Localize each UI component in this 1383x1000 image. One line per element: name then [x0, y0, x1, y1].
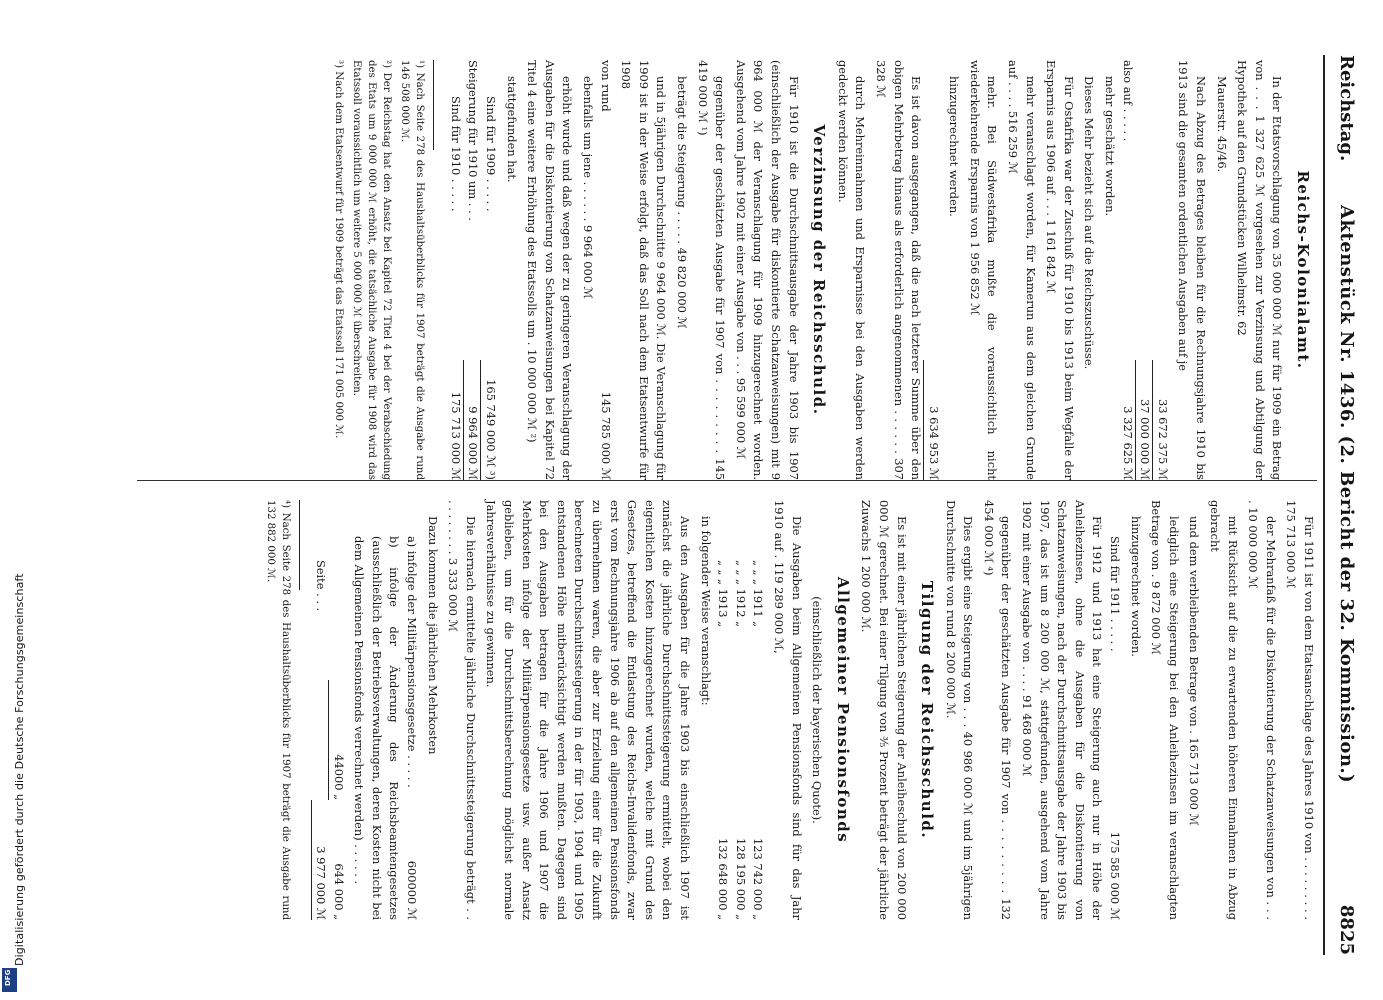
paragraph: Die hiernach ermittelte jährliche Durchschnittssteigerung beträgt . . . . . . . . . . 3 333 000 ℳ — [446, 500, 478, 920]
section-title-pensionsfonds: Allgemeiner Pensionsfonds — [833, 576, 852, 844]
row-label: also auf . . . . . — [1120, 60, 1135, 142]
footnote: ³) Nach dem Etatsentwurf für 1909 beträgt das Etatssoll 171 005 000 ℳ. — [333, 60, 345, 439]
paragraph: Für 1912 und 1913 hat eine Steigerung auch nur in Höhe der Anleihezinsen, ohne die Ausgaben für die Diskontierung von Schatzanweisungen, nach der Durchschnittsausgabe der Jahre 1903 bis 1907, das ist um 8 200 000 ℳ, stattgefunden, ausgehend vom Jahre 1902 mit einer Ausgabe von . . . . 91 468 000 ℳ — [1020, 500, 1105, 920]
paragraph: Mauerstr. 45/46. — [1214, 76, 1229, 173]
paragraph: der Mehranfaß für die Diskontierung der Schatzanweisungen von . . . . 10 000 000 ℳ — [1246, 500, 1278, 920]
section-title-tilgung: Tilgung der Reichsschuld. — [918, 580, 937, 840]
paragraph: Dies ergibt eine Steigerung von . . . 40 986 000 ℳ und im 5jährigen Durchschnitte von rund 8 200 000 ℳ. — [943, 500, 976, 920]
amount-row — [749, 500, 767, 920]
paragraph: mehr. Bei Südwestafrika mußte die voraussichtlich nicht wiederkehrende Ersparnis von 1 956 852 ℳ — [967, 60, 1000, 480]
footnote: ²) Der Reichstag hat den Ansatz bei Kapitel 72 Titel 4 bei der Verabschiedung des Etats um 9 000 000 ℳ erhöht, die tatsächliche Ausgabe für 1908 wird das Etatssoll voraussichtlich um weitere 5 000 000 ℳ überschreiten. — [351, 60, 393, 480]
amount: 128 195 000 „ — [733, 838, 748, 920]
paragraph: mehr geschätzt worden. — [1103, 76, 1118, 217]
header-left: Reichstag. — [1336, 55, 1357, 162]
paragraph: und in 5jährigen Durchschnitte 9 964 000 ℳ. Die Veranschlagung für 1909 ist in der Weise erfolgt, daß das Soll nach dem Etatsentwurfe für 1908 — [619, 60, 669, 480]
amount-row — [924, 60, 942, 480]
section-title-verzinsung: Verzinsung der Reichsschuld. — [810, 124, 829, 416]
amount-row — [446, 60, 464, 480]
row-label: „ „ „ 1913 „ — [716, 560, 731, 628]
paragraph: hinzugerechnet worden. — [1128, 516, 1143, 657]
section-title-kolonialamt: Reichs-Kolonialamt. — [1294, 170, 1312, 370]
paragraph: durch Mehreinnahmen und Ersparnisse bei den Ausgaben werden gedeckt werden können. — [835, 60, 868, 480]
amount: 132 648 000 „ — [716, 838, 731, 920]
footnote: ⁴) Nach Seite 278 des Haushaltsüberblicks für 1907 beträgt die Ausgabe rund 132 882 000 ℳ. — [264, 500, 291, 920]
amount-row — [1105, 500, 1123, 920]
column-divider — [137, 480, 1317, 481]
document-page — [80, 0, 1383, 1000]
amount: 175 713 000 ℳ — [448, 391, 463, 480]
page-number: 8825 — [1336, 904, 1357, 955]
paragraph: beträgt die Steigerung . . . . . 49 820 000 ℳ — [675, 76, 689, 329]
amount-row — [329, 500, 347, 920]
digitization-note — [2, 0, 24, 1000]
amount: 175 585 000 ℳ — [1108, 831, 1123, 920]
amount: 9 964 000 ℳ — [463, 360, 482, 480]
amount-row — [596, 60, 614, 480]
row-label: Sind für 1910 . . . . . — [448, 96, 463, 212]
left-column — [328, 60, 1317, 480]
amount: 44000 „ — [328, 680, 347, 800]
paragraph: stattgefunden hat. — [504, 76, 519, 183]
row-label: Sind für 1909 . . . . . — [484, 96, 499, 212]
amount-row — [1118, 60, 1136, 480]
row-label: „ „ „ 1911 „ — [751, 560, 766, 628]
paragraph: Es ist mit einer jährlichen Steigerung der Anleiheschuld von 200 000 000 ℳ gerechnet. Bei einer Tilgung von ³⁄₅ Prozent beträgt der jährliche Zuwachs 1 200 000 ℳ. — [859, 500, 909, 920]
section-subtitle: (einschließlich der bayerischen Quote). — [810, 596, 825, 824]
paragraph: Dieses Mehr bezieht sich auf die Reichszuschüsse. — [1082, 76, 1097, 370]
row-label: „ „ „ 1912 „ — [733, 560, 748, 628]
amount: 3 634 953 ℳ — [923, 360, 942, 480]
paragraph: Dazu kommen die jährlichen Mehrkosten — [425, 516, 440, 755]
paragraph: Für 1911 ist von dem Etatsanschlage des Jahres 1910 von . . . . . . . . . 175 713 000 ℳ — [1284, 500, 1316, 920]
paragraph: Die Ausgaben beim Allgemeinen Pensionsfonds sind für das Jahr 1910 auf . 119 289 000 ℳ, — [771, 500, 804, 920]
paragraph: lediglich eine Steigerung bei den Anleihezinsen im veranschlagten Betrage von . 9 872 000 ℳ — [1149, 500, 1181, 920]
paragraph: und dem verbleibenden Betrage von . 165 713 000 ℳ — [1187, 516, 1202, 826]
footnote-rule — [299, 500, 300, 590]
dfg-logo-text: DFG — [4, 969, 12, 986]
header-title: Aktenstück Nr. 1436. (2. Bericht der 32. Kommission.) — [1336, 205, 1357, 784]
paragraph: hinzugerechnet werden. — [947, 76, 962, 217]
paragraph: b) infolge der Änderung des Reichsbeamtengesetzes (ausschließlich der Betriebsverwaltungen, deren Kosten nicht bei dem Allgemeinen Pensionsfonds verrechnet werden) . . . . . . — [352, 536, 402, 920]
paragraph: mit Rücksicht auf die zu erwartenden höheren Einnahmen in Abzug gebracht — [1208, 500, 1240, 920]
paragraph: mehr veranschlagt worden, für Kamerun aus dem gleichen Grunde auf . . . . 516 259 ℳ — [1006, 60, 1038, 480]
paragraph: In der Etatsvorschlagung von 35 000 000 ℳ nur für 1909 ein Betrag von . . . 1 327 625 ℳ vorgesehen zur Verzinsung und Abtilgung der Hypothek auf den Grundstücken Wilhelmstr. 62 — [1235, 60, 1285, 480]
amount: 33 672 375 ℳ — [1152, 360, 1171, 480]
amount: 644 000 „ — [331, 863, 346, 920]
right-column — [260, 500, 1317, 920]
paragraph: in folgender Weise veranschlagt: — [698, 516, 713, 706]
amount: 37 000 000 ℳ — [1135, 360, 1154, 480]
footnote: ¹) Nach Seite 278 des Haushaltsüberblicks für 1907 beträgt die Ausgabe rund 146 508 000 ℳ. — [399, 60, 426, 480]
paragraph: gegenüber der geschätzten Ausgabe für 1907 von . . . . . . . . . 132 454 000 ℳ ⁴) — [981, 500, 1014, 920]
paragraph: erhöht wurde und daß wegen der zu geringeren Veranschlagung der Ausgaben für die Diskontierung von Schatzanweisungen bei Kapitel 72 Titel 4 eine weitere Erhöhung des Etatssolls um . 10 000 000 ℳ ²) — [525, 60, 575, 480]
paragraph: Es ist davon ausgegangen, daß die nach letzterer Summe über den obigen Mehrbetrag hinaus als erforderlich angenommenen . . . . . . 307 328 ℳ — [873, 60, 924, 480]
amount-row — [403, 500, 421, 920]
amount: 165 749 000 ℳ ³) — [480, 360, 499, 480]
paragraph: Nach Abzug des Betrages bleiben für die Rechnungsjahre 1910 bis 1913 sind die gesamten ordentlichen Ausgaben auf je — [1176, 60, 1209, 480]
amount-row — [1153, 60, 1171, 480]
paragraph: Für Ostafrika war der Zuschuß für 1910 bis 1913 beim Wegfalle der Ersparnis aus 1906 auf . . . 1 161 842 ℳ — [1044, 60, 1076, 480]
row-label: Sind für 1911 . . . . . — [1108, 536, 1123, 652]
row-label: Seite . . . — [314, 560, 329, 612]
amount: 3 977 000 ℳ — [311, 800, 330, 920]
amount: 123 742 000 „ — [751, 838, 766, 920]
footnote-rule — [433, 60, 434, 150]
row-label: Steigerung für 1910 um . . . — [466, 60, 481, 221]
amount: 3 327 625 ℳ — [1120, 406, 1135, 480]
amount-row — [1136, 60, 1154, 480]
amount: 600000 ℳ — [405, 860, 420, 920]
paragraph: Aus den Ausgaben für die Jahre 1903 bis einschließlich 1907 ist zunächst die jährliche Durchschnittssteigerung ermittelt, wobei den eigentlichen Kosten hinzugerechnet wurden, welche mit Grund des Gesetzes, betreffend die Entlastung des Reichs-Invalidenfonds, zwar erst vom Rechnungsjahre 1906 ab auf den allgemeinen Pensionsfonds zu übernehmen waren, die aber zur Erzielung einer für die Zukunft berechneten Durchschnittssteigerung in der für 1903, 1904 und 1905 entstandenen Höhe mitberücksichtigt werden mußten. Dagegen sind bei den Ausgaben betragen für die Jahre 1906 und 1907 die Mehrkosten infolge der Militärpensionsgesetze usw. außer Ansatz geblieben, um für die Durchschnittsberechnung möglichst normale Jahresverhältnisse zu gewinnen. — [484, 500, 692, 920]
amount-row — [312, 500, 330, 920]
dfg-logo — [2, 968, 17, 992]
page-header — [1323, 55, 1361, 955]
digitization-note-text: Digitalisierung gefördert durch die Deutsche Forschungsgemeinschaft — [13, 573, 26, 966]
amount-row — [481, 60, 499, 480]
amount: 145 785 000 ℳ — [598, 391, 613, 480]
row-label: a) infolge der Militärpensionsgesetze . . . . . — [405, 536, 420, 788]
paragraph: Für 1910 ist die Durchschnittsausgabe der Jahre 1903 bis 1907 (einschließlich der Ausgabe für diskontierte Schatzanweisungen) mit 9 964 000 ℳ der Veranschlagung für 1909 hinzugerechnet worden. Ausgehend vom Jahre 1902 mit einer Ausgabe von . . . 95 599 000 ℳ — [733, 60, 801, 480]
paragraph: gegenüber der geschätzten Ausgabe für 1907 von . . . . . . . . . 145 419 000 ℳ ¹) — [695, 60, 728, 480]
amount-row — [731, 500, 749, 920]
row-label: von rund — [598, 60, 613, 112]
amount-row — [714, 500, 732, 920]
amount-row — [464, 60, 482, 480]
paragraph: ebenfalls um jene . . . . . . 9 964 000 ℳ — [581, 76, 596, 299]
